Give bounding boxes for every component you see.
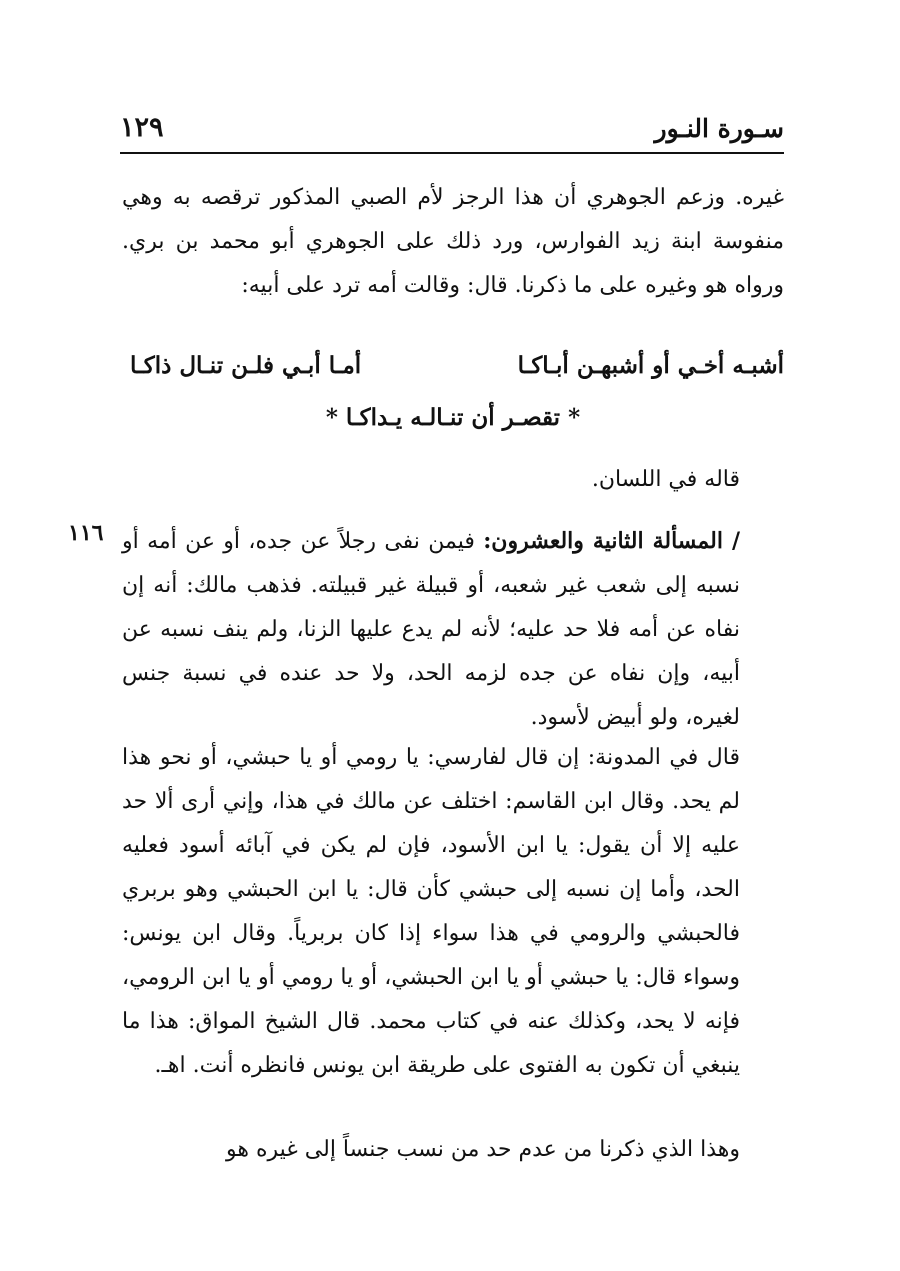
poem-hemistich-first: أشبـه أخـي أو أشبهـن أبـاكـا bbox=[517, 352, 784, 379]
page-number: ١٢٩ bbox=[120, 112, 164, 143]
margin-reference-number: ١١٦ bbox=[68, 520, 104, 546]
paragraph-source-citation: قاله في اللسان. bbox=[591, 467, 740, 492]
paragraph-mudawwana: قال في المدونة: إن قال لفارسي: يا رومي أو يا حبشي، أو نحو هذا لم يحد. وقال ابن القاسم: اختلف عن مالك في هذا، وإني أرى ألا حد عليه إلا أن يقول: يا ابن الأسود، فإن لم يكن في آبائه أسود فعليه الحد، وأما إن نسبه إلى حبشي كأن قال: يا ابن الحبشي وهو بربري فالحبشي والرومي في هذا سواء إذا كان بربرياً. وقال ابن يونس: وسواء قال: يا حبشي أو يا ابن الحبشي، أو يا رومي أو يا ابن الرومي، فإنه لا يحد، وكذلك عنه في كتاب محمد. قال الشيخ المواق: هذا ما ينبغي أن تكون به الفتوى على طريقة ابن يونس فانظره أنت. اهـ. bbox=[122, 745, 740, 1078]
poem-hemistich-second: أمـا أبـي فلـن تنـال ذاكـا bbox=[130, 352, 362, 379]
poem-verse bbox=[122, 352, 784, 392]
header-divider bbox=[120, 152, 784, 154]
paragraph-lexical-note: غيره. وزعم الجوهري أن هذا الرجز لأم الصبي المذكور ترقصه به وهي منفوسة ابنة زيد الفوارس، ورد ذلك على الجوهري أبو محمد بن بري. ورواه هو وغيره على ما ذكرنا. قال: وقالت أمه ترد على أبيه: bbox=[122, 185, 784, 298]
poem-verse-line-2: * تقصـر أن تنـالـه يـداكـا * bbox=[325, 404, 581, 431]
running-header bbox=[120, 112, 784, 150]
surah-title: سـورة النـور bbox=[654, 114, 784, 143]
issue-body: فيمن نفى رجلاً عن جده، أو عن أمه أو نسبه إلى شعب غير شعبه، أو قبيلة غير قبيلته. فذهب مالك: أنه إن نفاه عن أمه فلا حد عليه؛ لأنه لم يدع عليها الزنا، ولم ينف نسبه عن أبيه، وإن نفاه عن جده لزمه الحد، ولا حد عنده في نسبة جنس لغيره، ولو أبيض لأسود. bbox=[122, 529, 740, 730]
issue-heading: / المسألة الثانية والعشرون: bbox=[483, 528, 740, 554]
paragraph-conclusion: وهذا الذي ذكرنا من عدم حد من نسب جنساً إلى غيره هو bbox=[226, 1137, 740, 1162]
paragraph-issue-22 bbox=[122, 519, 784, 740]
